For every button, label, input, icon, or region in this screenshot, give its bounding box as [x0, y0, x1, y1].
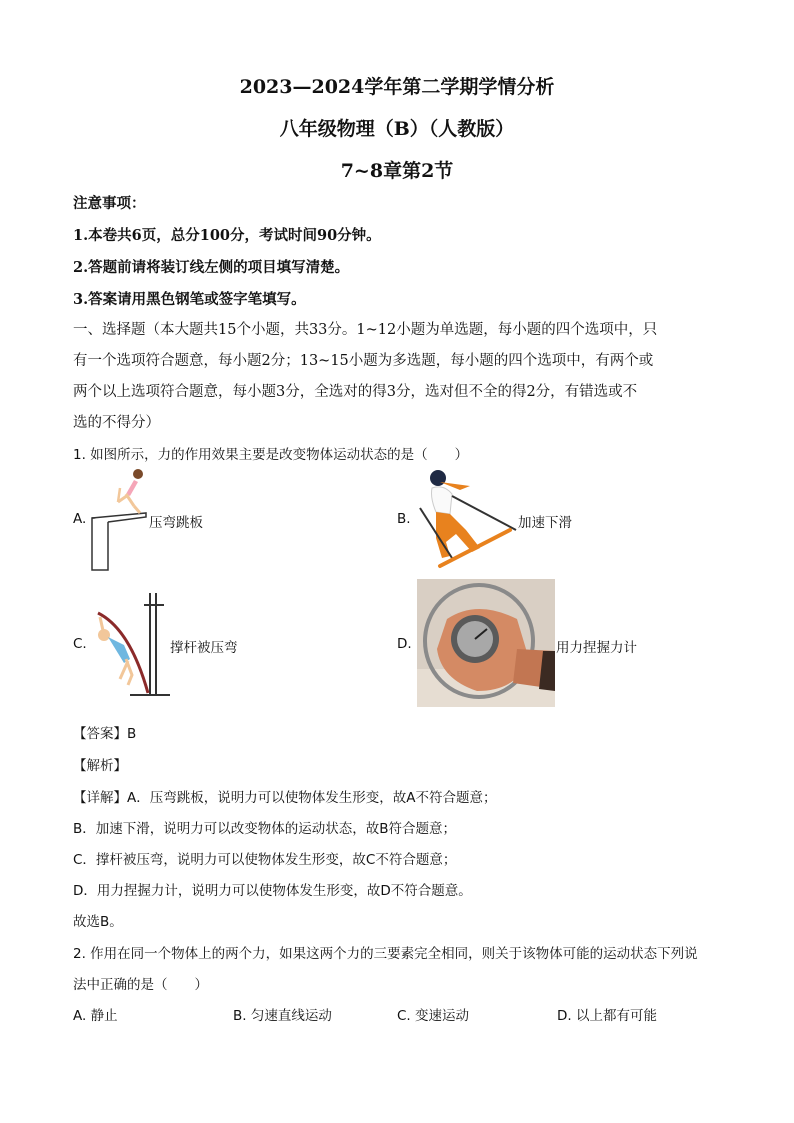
q1-detail-tag: 【详解】 [73, 790, 127, 806]
q1-conclusion: 故选B。 [73, 914, 123, 930]
q1-option-d-text: 用力捏握力计 [556, 640, 637, 656]
q1-option-c-letter: C. [73, 636, 87, 652]
notes-heading: 注意事项： [73, 195, 146, 212]
q1-detail-line-1 [73, 786, 723, 806]
q1-option-a-text: 压弯跳板 [149, 515, 203, 531]
q2-option-b: B. 匀速直线运动 [233, 1008, 332, 1024]
q2-stem-line-2: 法中正确的是（ ） [73, 977, 208, 993]
exam-subtitle: 八年级物理（B）（人教版） [279, 118, 515, 140]
note-2: 2.答题前请将装订线左侧的项目填写清楚。 [73, 259, 350, 276]
exam-title: 2023—2024学年第二学期学情分析 [239, 76, 555, 98]
grip-dynamometer-image [417, 579, 555, 707]
q1-analysis-label: 【解析】 [73, 758, 127, 774]
note-3: 3.答案请用黑色钢笔或签字笔填写。 [73, 291, 306, 308]
q1-option-b-letter: B. [397, 511, 411, 527]
note-1: 1.本卷共6页，总分100分，考试时间90分钟。 [73, 227, 381, 244]
section1-line-4: 选的不得分） [73, 415, 160, 431]
q1-option-d-letter: D. [397, 636, 412, 652]
q1-option-c-text: 撑杆被压弯 [170, 640, 238, 656]
q2-option-a: A. 静止 [73, 1008, 118, 1024]
skier-image [410, 468, 522, 570]
exam-chapter: 7~8章第2节 [340, 160, 454, 182]
q2-option-d: D. 以上都有可能 [557, 1008, 657, 1024]
section1-line-2: 有一个选项符合题意，每小题2分；13~15小题为多选题，每小题的四个选项中，有两个或 [73, 353, 654, 369]
q1-detail-d: D．用力捏握力计，说明力可以使物体发生形变，故D不符合题意。 [73, 883, 472, 899]
q1-detail-a: A．压弯跳板，说明力可以使物体发生形变，故A不符合题意； [127, 790, 497, 806]
q1-stem: 1. 如图所示，力的作用效果主要是改变物体运动状态的是（ ） [73, 447, 469, 463]
q2-option-c: C. 变速运动 [397, 1008, 470, 1024]
q1-option-a-letter: A. [73, 511, 87, 527]
section1-line-3: 两个以上选项符合题意，每小题3分，全选对的得3分，选对但不全的得2分，有错选或不 [73, 384, 638, 400]
section1-line-1: 一、选择题（本大题共15个小题，共33分。1~12小题为单选题，每小题的四个选项中，只 [73, 322, 658, 338]
q1-option-b-text: 加速下滑 [518, 515, 572, 531]
diving-board-image [88, 466, 150, 572]
q2-stem-line-1: 2. 作用在同一个物体上的两个力，如果这两个力的三要素完全相同，则关于该物体可能的运动状态下列说 [73, 946, 698, 962]
pole-vault-image [90, 589, 170, 697]
q1-answer: 【答案】B [73, 726, 137, 742]
q1-detail-b: B．加速下滑，说明力可以改变物体的运动状态，故B符合题意； [73, 821, 457, 837]
q1-detail-c: C．撑杆被压弯，说明力可以使物体发生形变，故C不符合题意； [73, 852, 457, 868]
